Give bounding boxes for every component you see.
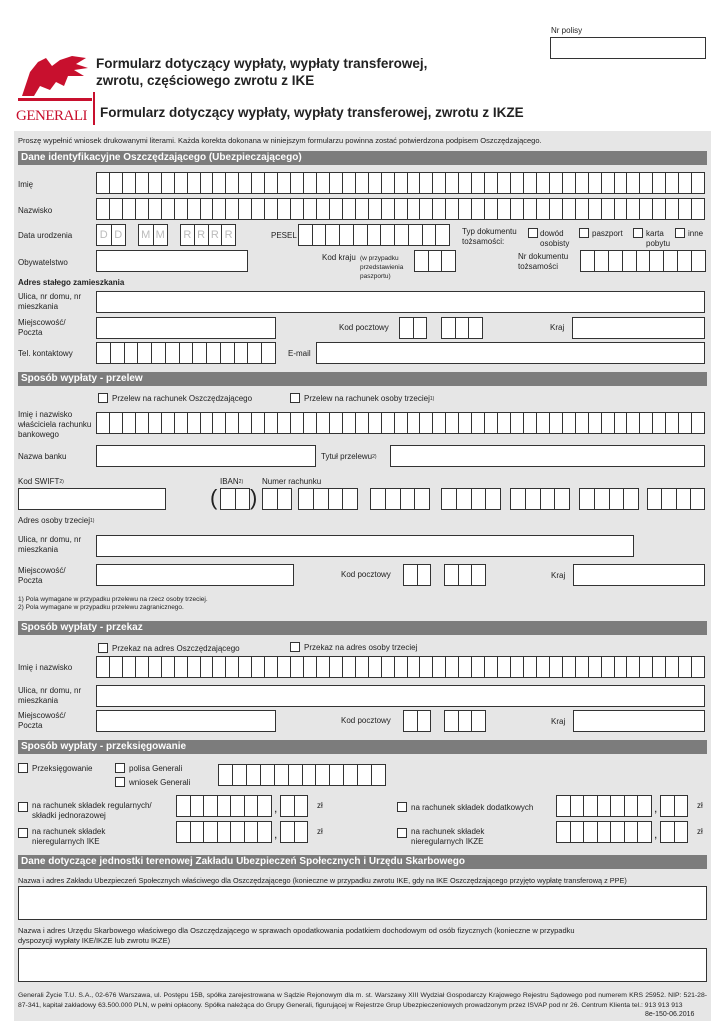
country-code-field[interactable]	[414, 250, 456, 272]
bank-name-label: Nazwa banku	[18, 452, 67, 461]
title-ike-line1: Formularz dotyczący wypłaty, wypłaty transferowej,	[96, 56, 428, 71]
ike-checkbox[interactable]	[18, 828, 28, 838]
transfer-title-field[interactable]	[390, 445, 705, 467]
swift-label: Kod SWIFT$^{2)}$	[18, 477, 64, 486]
order-name-label: Imię i nazwisko	[18, 663, 73, 672]
street-label: Ulica, nr domu, nr mieszkania	[18, 292, 82, 311]
logo-text: GENERALI	[16, 108, 87, 124]
additional-currency: zł	[697, 801, 703, 810]
transfer-city-field[interactable]	[96, 564, 294, 586]
doc-passport-label: paszport	[592, 229, 623, 238]
doc-number-label: Nr dokumentu tożsamości	[518, 252, 569, 271]
lion-icon	[16, 52, 94, 102]
transfer-third-label: Przelew na rachunek osoby trzeciej$^{1)}$	[304, 394, 435, 403]
account-number-label: Numer rachunku	[262, 477, 322, 486]
postal-part1-field[interactable]	[399, 317, 427, 339]
postal-label: Kod pocztowy	[339, 323, 389, 332]
last-name-label: Nazwisko	[18, 206, 53, 215]
section-identification: Dane identyfikacyjne Oszczędzającego (Ubezpieczającego)	[18, 151, 707, 165]
birth-date-label: Data urodzenia	[18, 231, 73, 240]
ikze-amount-field[interactable]	[556, 821, 652, 843]
form-code: 8e-150-06.2016	[645, 1011, 695, 1018]
additional-amount-field[interactable]	[556, 795, 652, 817]
email-field[interactable]	[316, 342, 705, 364]
doc-passport-checkbox[interactable]	[579, 228, 589, 238]
order-third-checkbox[interactable]	[290, 642, 300, 652]
order-postal-part1[interactable]	[403, 710, 431, 732]
policy-number-field[interactable]	[550, 37, 706, 59]
footnote-1: 1) Pola wymagane w przypadku przelewu na rzecz osoby trzeciej.	[18, 596, 208, 603]
ikze-comma: ,	[654, 827, 658, 841]
city-field[interactable]	[96, 317, 276, 339]
intro-text: Proszę wypełnić wniosek drukowanymi literami. Każda korekta dokonana w niniejszym formularzu powinna zostać potwierdzona podpisem Oszczędzającego.	[18, 136, 542, 145]
footer-company-info: Generali Życie T.U. S.A., 02-676 Warszawa, ul. Postępu 15B, spółka zarejestrowana w Sądzie Rejonowym dla m. st. Warszawy XIII Wydział Gospodarczy Krajowego Rejestru Sądowego pod numerem KRS 25952. NIP: 521-28-87-341, kapitał zakładowy 63.500.000 PLN, w pełni opłacony. Spółka należąca do Grupy Generali, figurującej w Rejestrze Grup Ubezpieczeniowych prowadzonym przez ISVAP pod nr 26. Centrum Klienta tel.: 913 913 913	[18, 992, 707, 1009]
request-checkbox[interactable]	[115, 777, 125, 787]
last-name-field[interactable]	[96, 198, 705, 220]
request-label: wniosek Generali	[129, 778, 191, 787]
doc-residence-checkbox[interactable]	[633, 228, 643, 238]
transfer-postal-part2[interactable]	[444, 564, 486, 586]
pesel-field[interactable]	[298, 224, 450, 246]
policy-label: Nr polisy	[551, 26, 583, 35]
account-group-2[interactable]	[298, 488, 358, 510]
transfer-country-field[interactable]	[573, 564, 705, 586]
policy-checkbox[interactable]	[115, 763, 125, 773]
section-zus-us: Dane dotyczące jednostki terenowej Zakładu Ubezpieczeń Społecznych i Urzędu Skarbowego	[18, 855, 707, 869]
third-address-label: Adres osoby trzeciej$^{1)}$	[18, 516, 95, 525]
first-name-field[interactable]	[96, 172, 705, 194]
regular-label: na rachunek składek regularnych/ składki jednorazowej	[32, 801, 152, 820]
regular-comma: ,	[274, 801, 278, 815]
regular-checkbox[interactable]	[18, 802, 28, 812]
birth-day-field[interactable]: D D	[96, 224, 126, 246]
account-group-3[interactable]	[370, 488, 430, 510]
ike-label: na rachunek składek nieregularnych IKE	[32, 827, 106, 846]
generali-logo	[16, 52, 94, 122]
swift-field[interactable]	[18, 488, 166, 510]
zus-label: Nazwa i adres Zakładu Ubezpieczeń Społecznych właściwego dla Oszczędzającego (konieczne w przypadku zwrotu IKE, gdy na IKE Oszczędzającego przyjęto wypłatę transferową z PPE)	[18, 876, 627, 885]
us-label: Nazwa i adres Urzędu Skarbowego właściwego dla Oszczędzającego w sprawach opodatkowania podatkiem dochodowym od osób fizycznych (konieczne w przypadku dyspozycji wypłaty IKE/IKZE lub zwrotu IKZE)	[18, 926, 575, 945]
ikze-cents-field[interactable]	[660, 821, 688, 843]
country-code-note: (w przypadku przedstawienia paszportu)	[360, 255, 404, 280]
email-label: E-mail	[288, 349, 311, 358]
country-field[interactable]	[572, 317, 705, 339]
account-holder-field[interactable]	[96, 412, 705, 434]
bank-name-field[interactable]	[96, 445, 316, 467]
ike-cents-field[interactable]	[280, 821, 308, 843]
transfer-street-field[interactable]	[96, 535, 634, 557]
ike-comma: ,	[274, 827, 278, 841]
transfer-own-label: Przelew na rachunek Oszczędzającego	[112, 394, 253, 403]
citizenship-label: Obywatelstwo	[18, 258, 68, 267]
transfer-city-label: Miejscowość/ Poczta	[18, 566, 66, 585]
section-money-order: Sposób wypłaty - przekaz	[18, 621, 707, 635]
account-group-7[interactable]	[647, 488, 705, 510]
transfer-third-checkbox[interactable]	[290, 393, 300, 403]
birth-year-field[interactable]: R R R R	[180, 224, 236, 246]
additional-checkbox[interactable]	[397, 802, 407, 812]
citizenship-field[interactable]	[96, 250, 248, 272]
postal-part2-field[interactable]	[441, 317, 483, 339]
doc-id-card-checkbox[interactable]	[528, 228, 538, 238]
section-rebooking: Sposób wypłaty - przeksięgowanie	[18, 740, 707, 754]
rebook-label: Przeksięgowanie	[32, 764, 93, 773]
transfer-own-checkbox[interactable]	[98, 393, 108, 403]
title-ike-line2: zwrotu, częściowego zwrotu z IKE	[96, 73, 315, 88]
ike-currency: zł	[317, 827, 323, 836]
regular-amount-field[interactable]	[176, 795, 272, 817]
transfer-street-label: Ulica, nr domu, nr mieszkania	[18, 535, 82, 554]
phone-field[interactable]	[96, 342, 276, 364]
phone-label: Tel. kontaktowy	[18, 349, 73, 358]
account-group-5[interactable]	[510, 488, 570, 510]
iban-field[interactable]	[220, 488, 250, 510]
street-field[interactable]	[96, 291, 705, 313]
address-header: Adres stałego zamieszkania	[18, 278, 125, 287]
order-street-field[interactable]	[96, 685, 705, 707]
us-field[interactable]	[18, 948, 707, 982]
ikze-checkbox[interactable]	[397, 828, 407, 838]
title-ikze: Formularz dotyczący wypłaty, wypłaty transferowej, zwrotu z IKZE	[100, 105, 524, 120]
order-city-field[interactable]	[96, 710, 276, 732]
doc-type-label: Typ dokumentu tożsamości:	[462, 227, 517, 246]
country-code-label: Kod kraju	[322, 253, 356, 262]
doc-other-label: inne	[688, 229, 704, 238]
account-group-4[interactable]	[441, 488, 501, 510]
city-label: Miejscowość/ Poczta	[18, 318, 66, 337]
transfer-postal-label: Kod pocztowy	[341, 570, 391, 579]
additional-label: na rachunek składek dodatkowych	[411, 803, 534, 812]
zus-field[interactable]	[18, 886, 707, 920]
country-label: Kraj	[550, 323, 565, 332]
ikze-label: na rachunek składek nieregularnych IKZE	[411, 827, 485, 846]
order-postal-label: Kod pocztowy	[341, 716, 391, 725]
doc-id-card-label: dowód osobisty	[540, 229, 570, 248]
account-holder-label: Imię i nazwisko właściciela rachunku bankowego	[18, 410, 92, 439]
ike-amount-field[interactable]	[176, 821, 272, 843]
iban-open-paren: (	[210, 485, 218, 510]
regular-cents-field[interactable]	[280, 795, 308, 817]
order-name-field[interactable]	[96, 656, 705, 678]
doc-other-checkbox[interactable]	[675, 228, 685, 238]
order-postal-part2[interactable]	[444, 710, 486, 732]
order-own-checkbox[interactable]	[98, 643, 108, 653]
order-country-label: Kraj	[551, 717, 566, 726]
first-name-label: Imię	[18, 180, 34, 189]
iban-label: IBAN$^{2)}$	[220, 477, 244, 486]
regular-currency: zł	[317, 801, 323, 810]
title-divider	[93, 92, 95, 125]
order-city-label: Miejscowość/ Poczta	[18, 711, 66, 730]
account-group-1[interactable]	[262, 488, 292, 510]
transfer-title-label: Tytuł przelewu$^{2)}$	[321, 452, 377, 461]
rebook-checkbox[interactable]	[18, 763, 28, 773]
order-street-label: Ulica, nr domu, nr mieszkania	[18, 686, 82, 705]
order-third-label: Przekaz na adres osoby trzeciej	[304, 643, 418, 652]
rebook-number-field[interactable]	[218, 764, 386, 786]
transfer-postal-part1[interactable]	[403, 564, 431, 586]
doc-residence-label: karta pobytu	[646, 229, 671, 248]
additional-comma: ,	[654, 801, 658, 815]
pesel-label: PESEL	[271, 231, 297, 240]
order-own-label: Przekaz na adres Oszczędzającego	[112, 644, 240, 653]
transfer-country-label: Kraj	[551, 571, 566, 580]
account-group-6[interactable]	[579, 488, 639, 510]
footnote-2: 2) Pola wymagane w przypadku przelewu zagranicznego.	[18, 604, 184, 611]
additional-cents-field[interactable]	[660, 795, 688, 817]
order-country-field[interactable]	[573, 710, 705, 732]
section-transfer: Sposób wypłaty - przelew	[18, 372, 707, 386]
ikze-currency: zł	[697, 827, 703, 836]
birth-month-field[interactable]: M M	[138, 224, 168, 246]
iban-close-paren: )	[250, 485, 258, 510]
policy-label: polisa Generali	[129, 764, 183, 773]
doc-number-field[interactable]	[580, 250, 706, 272]
